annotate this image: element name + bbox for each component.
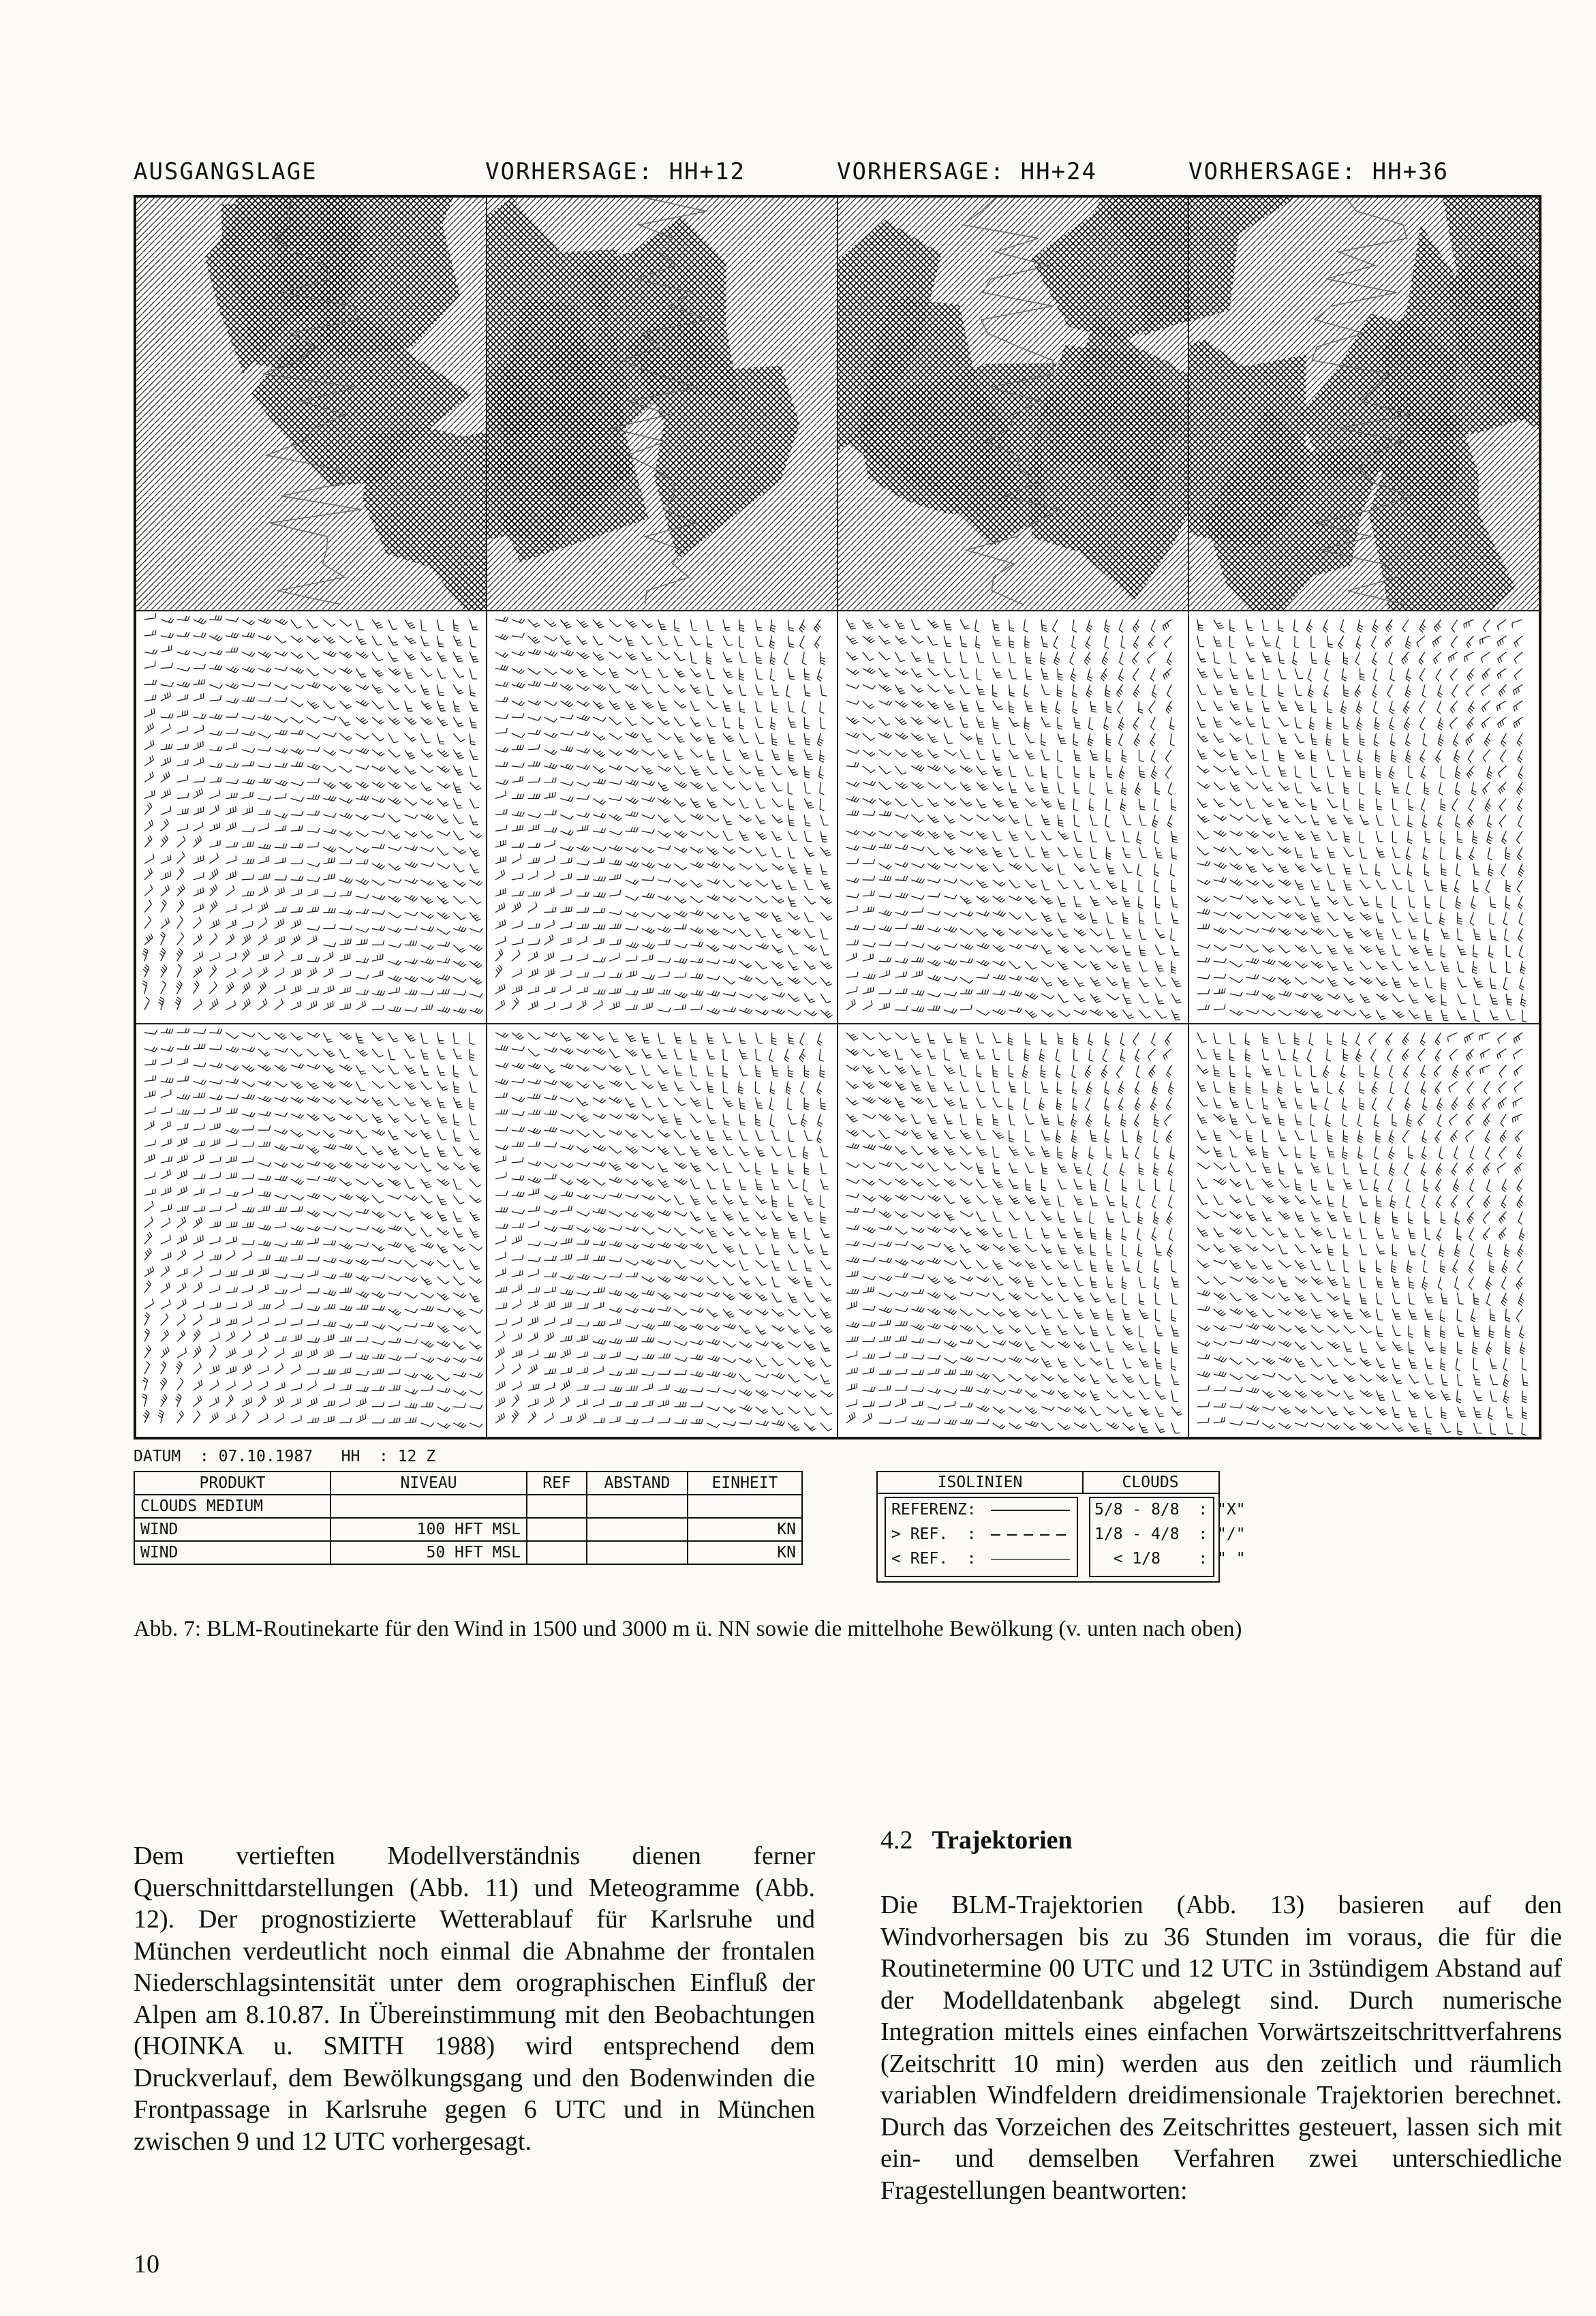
- isoline-style-swatches: [988, 1498, 1073, 1576]
- section-title: Trajektorien: [932, 1826, 1073, 1855]
- map-panel-headers: [134, 158, 1543, 199]
- product-table: [134, 1471, 803, 1565]
- table-row: [134, 1518, 802, 1541]
- paragraph: Die BLM-Trajektorien (Abb. 13) basieren auf den Windvorhersagen bis zu 36 Stunden im voraus, die für die Routinetermine 00 UTC und 12 UTC in 3stündigem Abstand auf der Modelldatenbank abgelegt sind. Durch numerische Integration mittels eines einfachen Vorwärtszeitschrittverfahrens (Zeitschritt 10 min) werden aus den zeitlich und räumlich variablen Windfeldern dreidimensionale Trajektorien berechnet. Durch das Vorzeichen des Zeitschrittes gesteuert, lassen sich mit ein- und demselben Verfahren zwei unterschiedliche Fragestellungen beantworten:: [880, 1891, 1562, 2205]
- cell-einheit: [688, 1495, 802, 1518]
- clouds-key-row: < 1/8 : " ": [1094, 1550, 1246, 1568]
- table-row: [134, 1541, 802, 1564]
- isolinien-title: ISOLINIEN: [878, 1472, 1084, 1494]
- wind-map-1500m-ausgangslage: [136, 1024, 487, 1437]
- panel-header-hh24: VORHERSAGE: HH+24: [837, 158, 1097, 185]
- product-table-header: [134, 1472, 802, 1495]
- wind-map-1500m-hh36: [1188, 1024, 1539, 1437]
- wind-map-1500m-hh12: [487, 1024, 838, 1437]
- isolinien-clouds-box: [876, 1471, 1246, 1583]
- clouds-key-row: 1/8 - 4/8 : "/": [1094, 1525, 1246, 1543]
- figure-caption: Abb. 7: BLM-Routinekarte für den Wind in 1500 und 3000 m ü. NN sowie die mittelhohe Bewölkung (v. unten nach oben): [134, 1617, 1242, 1641]
- cloud-map-svg: [1189, 198, 1539, 610]
- wind-map-3000m-ausgangslage: [136, 611, 487, 1024]
- cell-abstand: [587, 1518, 688, 1541]
- map-legend: [134, 1448, 1543, 1584]
- cell-einheit: KN: [688, 1518, 802, 1541]
- cell-einheit: KN: [688, 1541, 802, 1564]
- wind-barb-svg: [1189, 1024, 1539, 1437]
- clouds-key: [1089, 1497, 1246, 1577]
- cell-abstand: [587, 1541, 688, 1564]
- cloud-map-svg: [487, 198, 837, 610]
- wind-barb-svg: [838, 1024, 1188, 1437]
- wind-barb-svg: [487, 1024, 837, 1437]
- panel-header-hh12: VORHERSAGE: HH+12: [485, 158, 746, 185]
- cloud-map-hh12: [487, 197, 838, 611]
- col-header-abstand: ABSTAND: [587, 1472, 688, 1495]
- cell-niveau: [331, 1495, 527, 1518]
- page-number: 10: [134, 2250, 159, 2279]
- cell-ref: [527, 1541, 587, 1564]
- wind-map-3000m-hh36: [1188, 611, 1539, 1024]
- cell-ref: [527, 1518, 587, 1541]
- clouds-title: CLOUDS: [1082, 1472, 1218, 1494]
- cloud-map-hh36: [1188, 197, 1539, 611]
- section-number: 4.2: [880, 1826, 913, 1855]
- paragraph: Dem vertieften Modellverständnis dienen ferner Querschnittdarstellungen (Abb. 11) und Meteogramme (Abb. 12). Der prognostizierte Wetterablauf für Karlsruhe und München verdeutlicht noch einmal die Abnahme der frontalen Niederschlagsintensität unter dem orographischen Einfluß der Alpen am 8.10.87. In Übereinstimmung mit den Beobachtungen (HOINKA u. SMITH 1988) wird entsprechend dem Druckverlauf, dem Bewölkungsgang und den Bodenwinden die Frontpassage in Karlsruhe gegen 6 UTC und in München zwischen 9 und 12 UTC vorhergesagt.: [134, 1842, 815, 2156]
- wind-barb-svg: [838, 611, 1188, 1024]
- isolinien-referenz: REFERENZ:: [891, 1501, 977, 1519]
- wind-barb-svg: [487, 611, 837, 1024]
- cell-produkt: WIND: [134, 1541, 331, 1564]
- panel-header-ausgangslage: AUSGANGSLAGE: [134, 158, 318, 185]
- section-heading: [880, 1825, 1073, 1855]
- cell-produkt: CLOUDS MEDIUM: [134, 1495, 331, 1518]
- wind-barb-svg: [136, 611, 486, 1024]
- wind-map-3000m-hh24: [838, 611, 1188, 1024]
- cell-produkt: WIND: [134, 1518, 331, 1541]
- col-header-niveau: NIVEAU: [331, 1472, 527, 1495]
- isolinien-key: [885, 1497, 1078, 1577]
- text-column-right: [880, 1889, 1562, 2206]
- cloud-map-ausgangslage: [136, 197, 487, 611]
- clouds-key-row: 5/8 - 8/8 : "X": [1094, 1501, 1246, 1519]
- legend-datum: DATUM : 07.10.1987 HH : 12 Z: [134, 1448, 436, 1465]
- cell-ref: [527, 1495, 587, 1518]
- cloud-map-svg: [136, 198, 486, 610]
- wind-map-1500m-hh24: [838, 1024, 1188, 1437]
- text-column-left: [134, 1840, 815, 2157]
- col-header-ref: REF: [527, 1472, 587, 1495]
- col-header-produkt: PRODUKT: [134, 1472, 331, 1495]
- forecast-map-grid: [134, 195, 1541, 1439]
- isolinien-above-ref: > REF. :: [891, 1525, 977, 1543]
- wind-map-3000m-hh12: [487, 611, 838, 1024]
- table-row: [134, 1495, 802, 1518]
- isolinien-below-ref: < REF. :: [891, 1550, 977, 1568]
- cell-niveau: 100 HFT MSL: [331, 1518, 527, 1541]
- col-header-einheit: EINHEIT: [688, 1472, 802, 1495]
- panel-header-hh36: VORHERSAGE: HH+36: [1188, 158, 1449, 185]
- cell-niveau: 50 HFT MSL: [331, 1541, 527, 1564]
- wind-barb-svg: [136, 1024, 486, 1437]
- cell-abstand: [587, 1495, 688, 1518]
- cloud-map-hh24: [838, 197, 1188, 611]
- wind-barb-svg: [1189, 611, 1539, 1024]
- cloud-map-svg: [838, 198, 1188, 610]
